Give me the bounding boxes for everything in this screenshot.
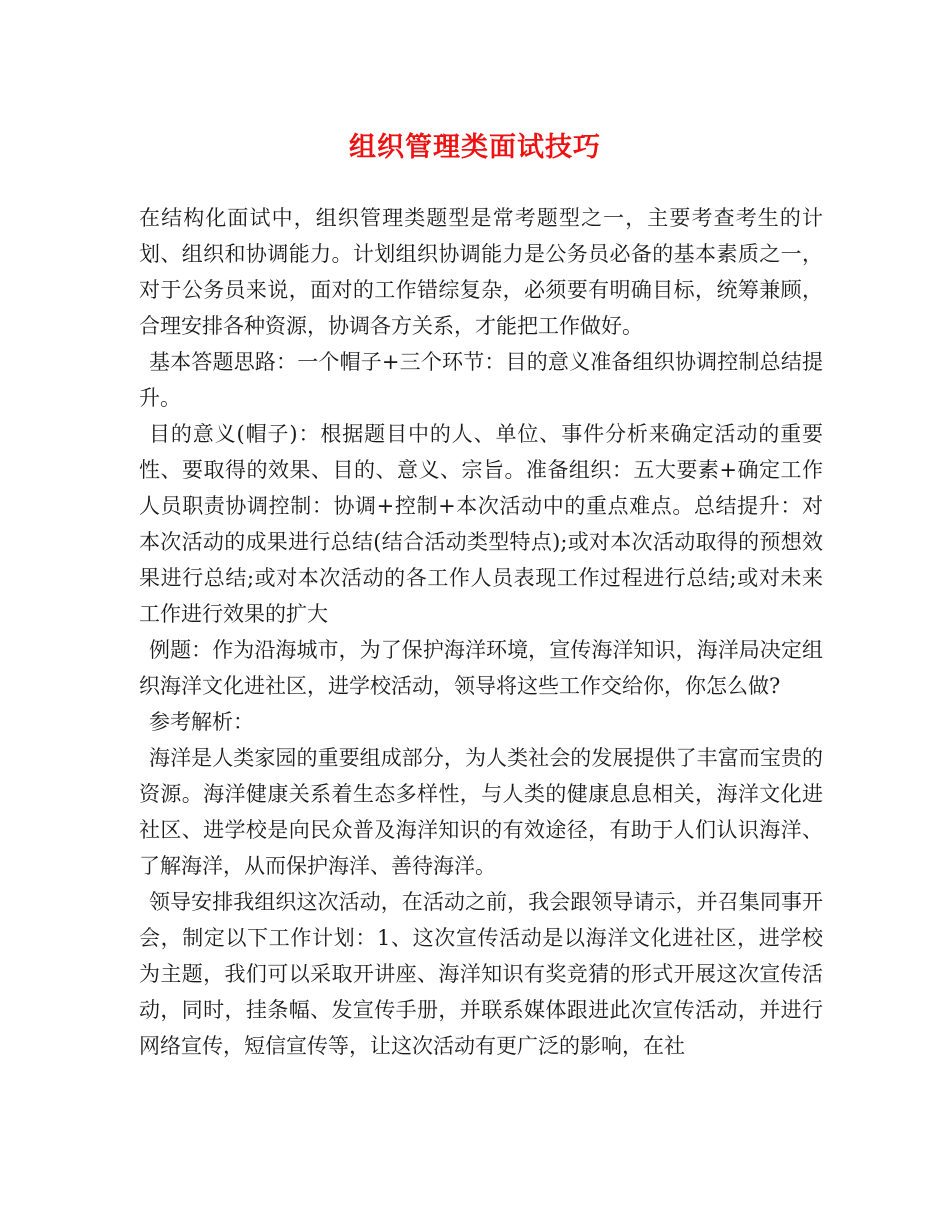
paragraph-approach: 基本答题思路：一个帽子+三个环节：目的意义准备组织协调控制总结提升。 — [139, 350, 823, 410]
paragraph-analysis: 海洋是人类家园的重要组成部分，为人类社会的发展提供了丰富而宝贵的资源。海洋健康关系着生态多样性，与人类的健康息息相关，海洋文化进社区、进学校是向民众普及海洋知识的有效途径，有助于人们认识海洋、了解海洋，从而保护海洋、善待海洋。 — [139, 746, 823, 878]
paragraph-intro: 在结构化面试中，组织管理类题型是常考题型之一，主要考查考生的计划、组织和协调能力。计划组织协调能力是公务员必备的基本素质之一，对于公务员来说，面对的工作错综复杂，必须要有明确目标，统筹兼顾，合理安排各种资源，协调各方关系，才能把工作做好。 — [139, 206, 823, 338]
paragraph-plan: 领导安排我组织这次活动，在活动之前，我会跟领导请示，并召集同事开会，制定以下工作计划：1、这次宣传活动是以海洋文化进社区，进学校为主题，我们可以采取开讲座、海洋知识有奖竞猜的形式开展这次宣传活动，同时，挂条幅、发宣传手册，并联系媒体跟进此次宣传活动，并进行网络宣传，短信宣传等，让这次活动有更广泛的影响，在社 — [139, 890, 823, 1058]
document-body — [139, 200, 823, 1064]
paragraph-example: 例题：作为沿海城市，为了保护海洋环境，宣传海洋知识，海洋局决定组织海洋文化进社区，进学校活动，领导将这些工作交给你，你怎么做? — [139, 638, 823, 698]
document-title: 组织管理类面试技巧 — [349, 132, 601, 163]
paragraph-reference-heading: 参考解析： — [149, 710, 254, 734]
paragraph-explanation: 目的意义(帽子)：根据题目中的人、单位、事件分析来确定活动的重要性、要取得的效果、目的、意义、宗旨。准备组织：五大要素+确定工作人员职责协调控制：协调+控制+本次活动中的重点难点。总结提升：对本次活动的成果进行总结(结合活动类型特点);或对本次活动取得的预想效果进行总结;或对本次活动的各工作人员表现工作过程进行总结;或对未来工作进行效果的扩大 — [139, 422, 823, 626]
